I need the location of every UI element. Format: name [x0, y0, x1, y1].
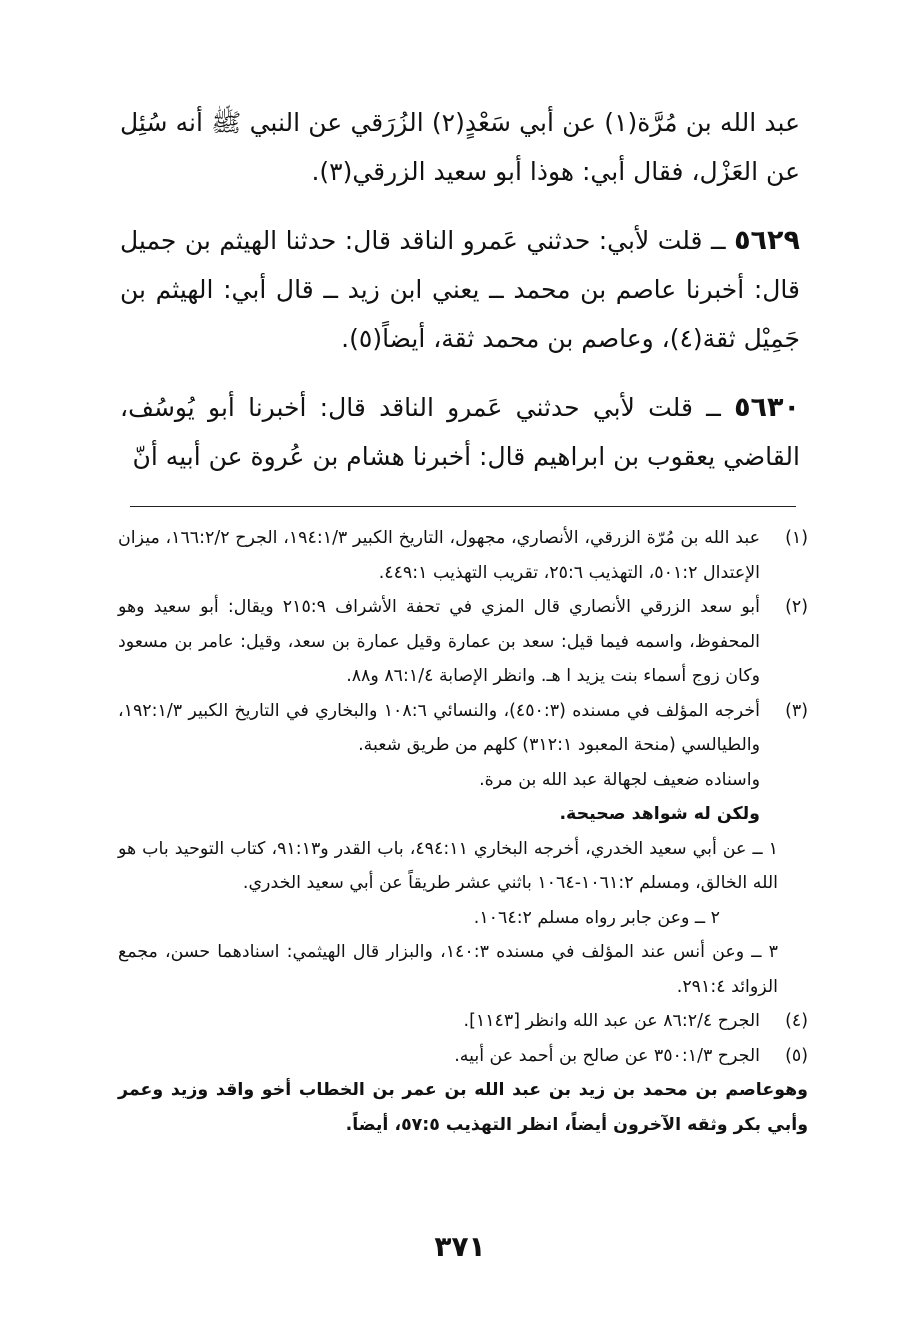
footnote-3-item: ٢ ــ وعن جابر رواه مسلم ١٠٦٤:٢. — [473, 907, 720, 928]
paragraph-continuation — [120, 98, 800, 196]
paragraph-text: عبد الله بن مُرَّة(١) عن أبي سَعْدٍ(٢) الزُرَقي عن النبي ﷺ أنه سُئِل عن العَزْل، فقال أبي: هوذا أبو سعيد الزرقي(٣). — [120, 108, 800, 186]
footnote-1 — [118, 521, 808, 590]
footnote-number: (٥) — [785, 1045, 808, 1066]
footnote-text: أخرجه المؤلف في مسنده (٤٥٠:٣)، والنسائي ١٠٨:٦ والبخاري في التاريخ الكبير ١٩٢:١/٣، والطيالسي (منحة المعبود ٣١٢:١) كلهم من طريق شعبة. — [118, 700, 760, 755]
main-text — [120, 98, 800, 501]
footnotes — [118, 521, 808, 1142]
footnote-3-item: ١ ــ عن أبي سعيد الخدري، أخرجه البخاري ٤٩٤:١١، باب القدر و٩١:١٣، كتاب التوحيد باب هو الله الخالق، ومسلم ١٠٦١:٢-١٠٦٤ باثني عشر طريقاً عن أبي سعيد الخدري. — [118, 838, 779, 893]
footnote-5-extra: وهوعاصم بن محمد بن زيد بن عبد الله بن عمر بن الخطاب أخو واقد وزيد وعمر وأبي بكر وثقه الآخرون أيضاً، انظر التهذيب ٥٧:٥، أيضاً. — [118, 1080, 808, 1135]
footnote-text: الجرح ٣٥٠:١/٣ عن صالح بن أحمد عن أبيه. — [454, 1045, 760, 1066]
footnote-number: (٣) — [785, 700, 808, 721]
footnote-number: (١) — [785, 528, 808, 548]
footnote-3-item: ٣ ــ وعن أنس عند المؤلف في مسنده ١٤٠:٣، والبزار قال الهيثمي: اسنادهما حسن، مجمع الزوائد ٢٩١:٤. — [118, 942, 778, 997]
footnote-number: (٢) — [785, 597, 808, 617]
footnote-number: (٤) — [785, 1011, 808, 1031]
footnote-separator — [130, 506, 796, 507]
footnote-text: الجرح ٨٦:٢/٤ عن عبد الله وانظر [١١٤٣]. — [463, 1011, 760, 1031]
footnote-3-note: ولكن له شواهد صحيحة. — [559, 804, 760, 824]
footnote-5 — [118, 1039, 808, 1074]
entry-5630 — [120, 383, 800, 481]
entry-number: ٥٦٢٩ — [734, 225, 800, 256]
footnote-text: عبد الله بن مُرّة الزرقي، الأنصاري، مجهول، التاريخ الكبير ١٩٤:١/٣، الجرح ١٦٦:٢/٢، ميزان الإعتدال ٥٠١:٢، التهذيب ٢٥:٦، تقريب التهذيب ٤٤٩:١. — [118, 528, 760, 583]
footnote-text: أبو سعد الزرقي الأنصاري قال المزي في تحفة الأشراف ٢١٥:٩ ويقال: أبو سعيد وهو المحفوظ، واسمه فيما قيل: سعد بن عمارة وقيل عمارة بن سعد، وقيل: عامر بن مسعود وكان زوج أسماء بنت يزيد ا هـ. وانظر الإصابة ٨٦:١/٤ و٨٨. — [118, 597, 760, 686]
footnote-3-note: واسناده ضعيف لجهالة عبد الله بن مرة. — [479, 769, 760, 790]
entry-number: ٥٦٣٠ — [734, 392, 800, 423]
entry-text: ــ قلت لأبي حدثني عَمرو الناقد قال: أخبرنا أبو يُوسُف، القاضي يعقوب بن ابراهيم قال: أخبرنا هشام بن عُروة عن أبيه أنّ — [120, 393, 800, 471]
footnote-4 — [118, 1004, 808, 1039]
footnote-3 — [118, 694, 808, 763]
entry-5629 — [120, 216, 800, 363]
page-number: ٣٧١ — [434, 1230, 486, 1263]
entry-text: ــ قلت لأبي: حدثني عَمرو الناقد قال: حدثنا الهيثم بن جميل قال: أخبرنا عاصم بن محمد ــ يعني ابن زيد ــ قال أبي: الهيثم بن جَمِيْل ثقة(٤)، وعاصم بن محمد ثقة، أيضاً(٥). — [120, 226, 800, 353]
footnote-2 — [118, 590, 808, 694]
